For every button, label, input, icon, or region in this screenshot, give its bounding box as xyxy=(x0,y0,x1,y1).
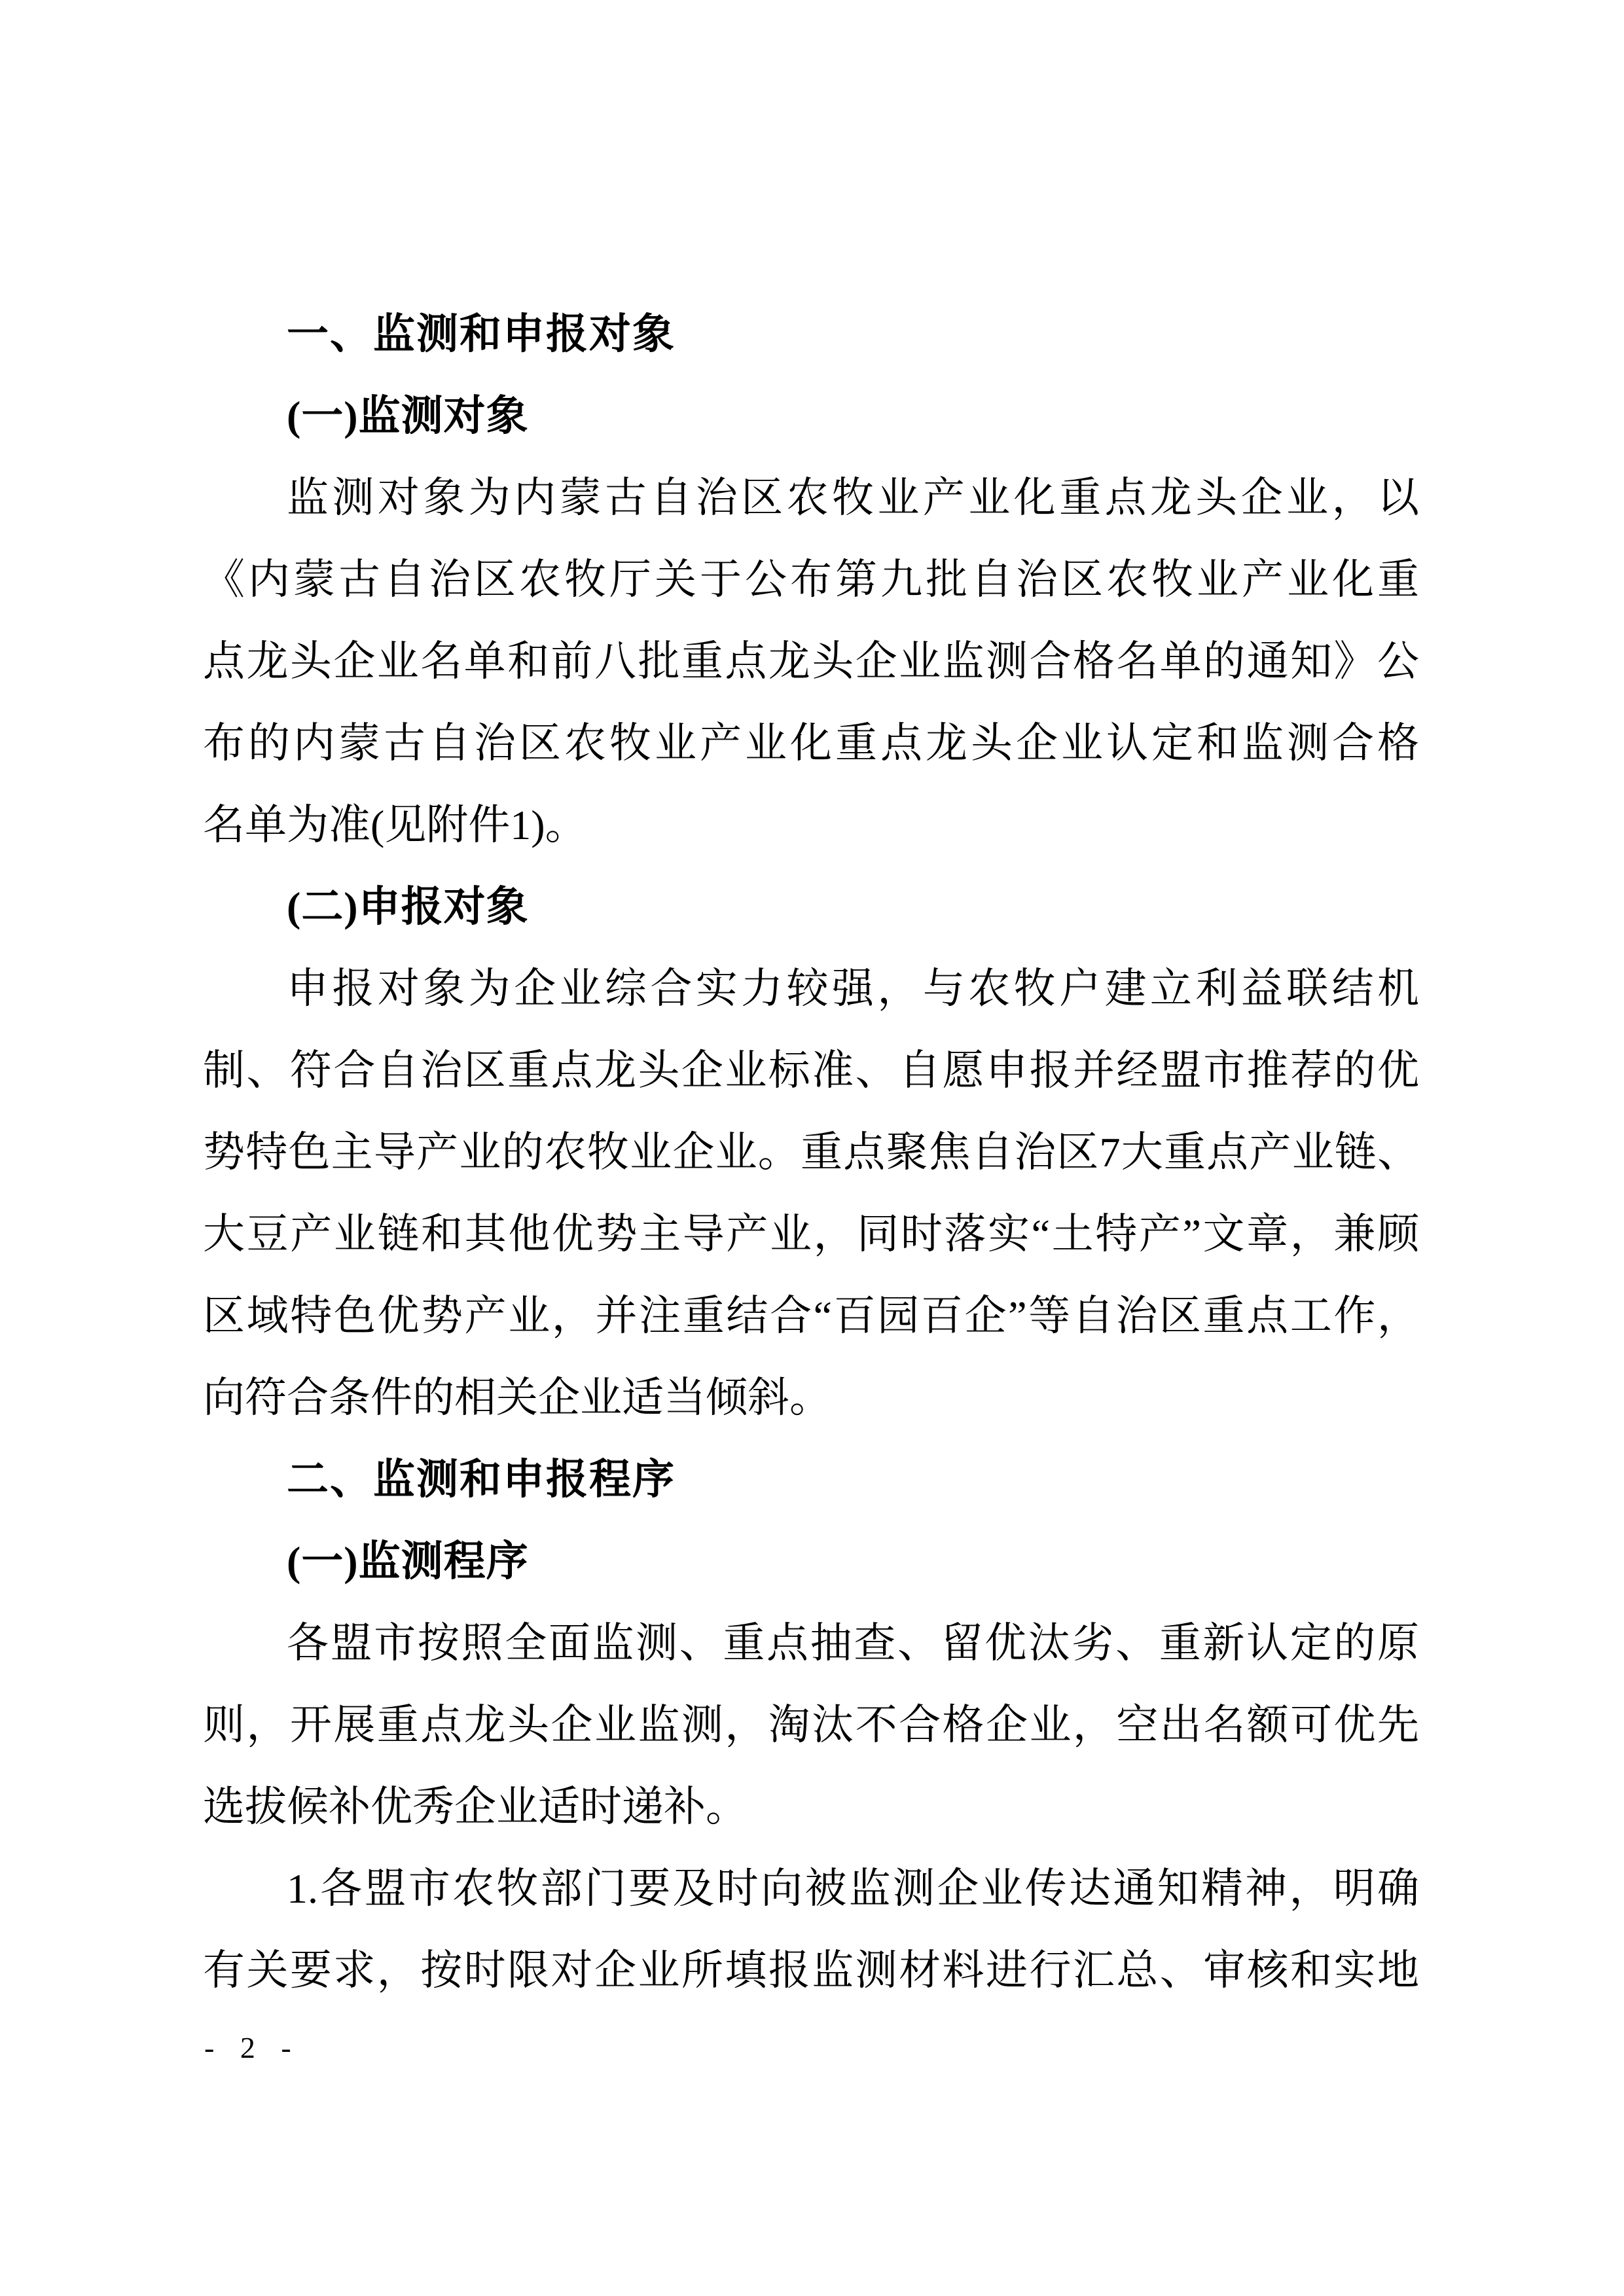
body-line: 名单为准(见附件1)。 xyxy=(203,802,587,848)
body-line: 1.各盟市农牧部门要及时向被监测企业传达通知精神，明确 xyxy=(287,1865,1419,1912)
section-1-sub-2-heading: (二)申报对象 xyxy=(287,884,529,930)
body-line: 申报对象为企业综合实力较强，与农牧户建立利益联结机 xyxy=(287,965,1419,1012)
section-1-sub-1-heading: (一)监测对象 xyxy=(287,393,529,439)
body-line: 区域特色优势产业，并注重结合“百园百企”等自治区重点工作， xyxy=(203,1293,1419,1339)
page-number: - 2 - xyxy=(204,2031,300,2064)
document-body xyxy=(203,293,1419,2011)
section-2-heading: 二、监测和申报程序 xyxy=(287,1456,676,1503)
body-line: 大豆产业链和其他优势主导产业，同时落实“土特产”文章，兼顾 xyxy=(203,1211,1419,1257)
body-line: 向符合条件的相关企业适当倾斜。 xyxy=(203,1374,831,1421)
section-2-sub-1-heading: (一)监测程序 xyxy=(287,1538,529,1585)
body-line: 有关要求，按时限对企业所填报监测材料进行汇总、审核和实地 xyxy=(203,1947,1419,1994)
body-line: 布的内蒙古自治区农牧业产业化重点龙头企业认定和监测合格 xyxy=(203,720,1419,766)
body-line: 选拔候补优秀企业适时递补。 xyxy=(203,1784,748,1830)
body-line: 势特色主导产业的农牧业企业。重点聚焦自治区7大重点产业链、 xyxy=(203,1129,1419,1175)
body-line: 监测对象为内蒙古自治区农牧业产业化重点龙头企业，以 xyxy=(287,475,1419,521)
body-line: 各盟市按照全面监测、重点抽查、留优汰劣、重新认定的原 xyxy=(287,1620,1419,1666)
body-line: 《内蒙古自治区农牧厅关于公布第九批自治区农牧业产业化重 xyxy=(203,556,1419,603)
body-line: 点龙头企业名单和前八批重点龙头企业监测合格名单的通知》公 xyxy=(203,638,1419,685)
section-1-heading: 一、监测和申报对象 xyxy=(287,310,676,357)
body-line: 制、符合自治区重点龙头企业标准、自愿申报并经盟市推荐的优 xyxy=(203,1047,1419,1094)
body-line: 则，开展重点龙头企业监测，淘汰不合格企业，空出名额可优先 xyxy=(203,1702,1419,1748)
